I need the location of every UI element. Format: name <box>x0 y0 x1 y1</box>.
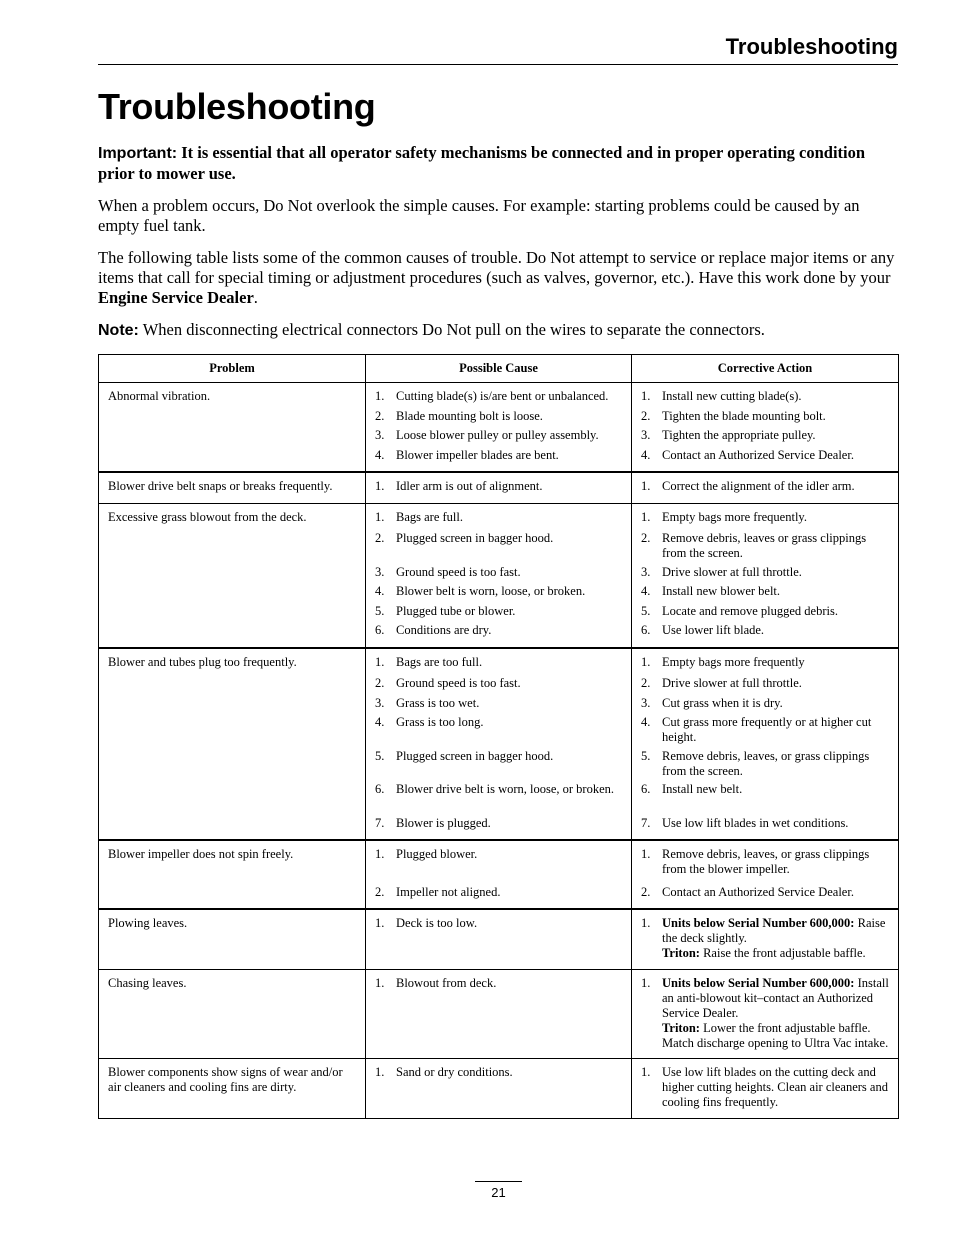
cause-cell <box>366 969 632 1059</box>
item-text: Bags are full. <box>396 509 463 524</box>
item-text: Cut grass more frequently or at higher cut height. <box>662 715 872 744</box>
item-text: Use low lift blades on the cutting deck and higher cutting heights. Clean air cleaners and cooling fins frequently. <box>662 1065 888 1109</box>
list-item <box>641 604 890 620</box>
item-text: Use low lift blades in wet conditions. <box>662 815 849 830</box>
list-item <box>641 565 890 581</box>
table-row <box>99 503 899 648</box>
item-text: Idler arm is out of alignment. <box>396 479 543 493</box>
page-title: Troubleshooting <box>98 86 376 127</box>
item-number: 1. <box>641 509 651 524</box>
item-number: 1. <box>641 389 651 403</box>
item-number: 1. <box>641 916 651 930</box>
list-item <box>641 885 890 901</box>
problem-cell: Plowing leaves. <box>99 909 366 969</box>
table-body <box>99 383 899 1119</box>
engine-dealer-text: Engine Service Dealer <box>98 288 254 307</box>
item-text: Cut grass when it is dry. <box>662 695 783 710</box>
item-number: 1. <box>375 654 385 669</box>
item-text: Contact an Authorized Service Dealer. <box>662 447 854 462</box>
item-text: Loose blower pulley or pulley assembly. <box>396 428 599 442</box>
action-list <box>641 479 890 495</box>
item-text <box>662 916 890 961</box>
item-text: Blower impeller blades are bent. <box>396 447 559 462</box>
item-number: 2. <box>375 676 385 690</box>
item-text: Remove debris, leaves, or grass clippings from the blower impeller. <box>662 847 870 876</box>
list-item <box>375 389 623 405</box>
list-item <box>375 696 623 712</box>
item-text: Install new blower belt. <box>662 584 781 598</box>
cause-cell <box>366 909 632 969</box>
action-cell <box>632 648 899 841</box>
list-item <box>375 623 623 639</box>
intro-paragraph-1: When a problem occurs, Do Not overlook the simple causes. For example: starting problems could be caused by an empty fuel tank. <box>98 196 860 235</box>
item-text: Blade mounting bolt is loose. <box>396 408 543 423</box>
list-item <box>375 510 623 528</box>
list-item <box>641 510 890 528</box>
item-text: Plugged blower. <box>396 847 478 861</box>
triton-action: Raise the front adjustable baffle. <box>699 946 866 960</box>
list-item <box>375 479 623 495</box>
list-item <box>641 916 890 961</box>
item-number: 1. <box>641 975 651 990</box>
item-text: Remove debris, leaves or grass clippings from the screen. <box>662 531 867 560</box>
item-text: Locate and remove plugged debris. <box>662 603 838 618</box>
list-item <box>375 816 623 832</box>
item-text: Blower belt is worn, loose, or broken. <box>396 584 586 598</box>
item-number: 2. <box>641 676 651 690</box>
list-item <box>375 847 623 881</box>
item-number: 2. <box>641 884 651 899</box>
item-text: Blower is plugged. <box>396 815 491 830</box>
item-number: 1. <box>641 479 651 493</box>
cause-cell <box>366 383 632 473</box>
action-cell <box>632 503 899 648</box>
item-number: 3. <box>641 695 651 710</box>
list-item <box>641 696 890 712</box>
cause-list <box>375 655 623 832</box>
item-number: 6. <box>375 623 385 637</box>
troubleshooting-table <box>98 354 899 1119</box>
item-text: Plugged screen in bagger hood. <box>396 748 554 763</box>
intro-paragraph-2-end: . <box>253 288 258 307</box>
item-text: Use lower lift blade. <box>662 623 765 637</box>
cause-cell <box>366 840 632 909</box>
list-item <box>375 976 623 992</box>
item-number: 7. <box>375 815 385 830</box>
list-item <box>641 531 890 561</box>
table-row <box>99 648 899 841</box>
item-text: Deck is too low. <box>396 916 478 930</box>
list-item <box>641 655 890 673</box>
item-number: 1. <box>375 389 385 403</box>
list-item <box>641 584 890 600</box>
list-item <box>641 847 890 881</box>
item-number: 4. <box>641 447 651 462</box>
item-text: Blowout from deck. <box>396 975 497 990</box>
item-text: Ground speed is too fast. <box>396 676 521 690</box>
list-item <box>375 604 623 620</box>
list-item <box>375 676 623 692</box>
item-text: Empty bags more frequently. <box>662 509 807 524</box>
item-number: 1. <box>375 975 385 990</box>
item-number: 2. <box>375 884 385 899</box>
cause-list <box>375 479 623 495</box>
item-text: Blower drive belt is worn, loose, or broken. <box>396 782 615 796</box>
cause-list <box>375 389 623 464</box>
item-text: Impeller not aligned. <box>396 884 501 899</box>
list-item <box>641 715 890 745</box>
item-number: 3. <box>641 564 651 579</box>
problem-cell: Blower impeller does not spin freely. <box>99 840 366 909</box>
table-row <box>99 1059 899 1119</box>
item-number: 1. <box>375 1065 385 1079</box>
intro-paragraph-2-text: The following table lists some of the common causes of trouble. Do Not attempt to service or replace major items or any items that call for special timing or adjustment procedures (such as valves, governor, etc.). Have this work done by your <box>98 248 895 287</box>
triton-label: Triton: <box>662 1020 700 1035</box>
list-item <box>375 428 623 444</box>
action-cell <box>632 840 899 909</box>
item-number: 4. <box>375 715 385 729</box>
item-text: Sand or dry conditions. <box>396 1065 513 1079</box>
problem-cell: Blower components show signs of wear and/or air cleaners and cooling fins are dirty. <box>99 1059 366 1119</box>
cause-list <box>375 976 623 992</box>
cause-cell <box>366 1059 632 1119</box>
item-number: 1. <box>641 654 651 669</box>
action-list <box>641 1065 890 1110</box>
item-text: Remove debris, leaves, or grass clippings from the screen. <box>662 748 870 778</box>
item-text: Empty bags more frequently <box>662 654 805 669</box>
action-list <box>641 655 890 832</box>
important-paragraph <box>98 143 898 184</box>
serial-number-action: Raise the deck slightly. <box>662 916 886 945</box>
item-number: 2. <box>641 531 651 545</box>
table-row <box>99 969 899 1059</box>
running-header-title: Troubleshooting <box>725 34 898 59</box>
triton-action: Lower the front adjustable baffle. Match discharge opening to Ultra Vac intake. <box>662 1020 889 1050</box>
note-label: Note: <box>98 322 139 339</box>
item-number: 7. <box>641 815 651 830</box>
list-item <box>375 1065 623 1081</box>
list-item <box>641 1065 890 1110</box>
action-cell <box>632 472 899 503</box>
action-cell <box>632 1059 899 1119</box>
list-item <box>641 749 890 779</box>
list-item <box>375 782 623 812</box>
item-number: 1. <box>375 916 385 930</box>
item-text: Bags are too full. <box>396 654 483 669</box>
item-number: 6. <box>641 782 651 796</box>
intro-content <box>98 143 898 353</box>
list-item <box>641 782 890 812</box>
item-number: 4. <box>641 715 651 729</box>
list-item <box>641 623 890 639</box>
list-item <box>375 916 623 932</box>
item-number: 5. <box>641 603 651 618</box>
item-text <box>662 976 890 1051</box>
item-text: Tighten the blade mounting bolt. <box>662 408 826 423</box>
list-item <box>641 409 890 425</box>
list-item <box>375 565 623 581</box>
list-item <box>641 428 890 444</box>
item-text: Ground speed is too fast. <box>396 564 521 579</box>
list-item <box>641 448 890 464</box>
action-list <box>641 847 890 901</box>
important-text: It is essential that all operator safety mechanisms be connected and in proper operating condition prior to mower use. <box>98 143 866 183</box>
serial-number-action: Install an anti-blowout kit–contact an Authorized Service Dealer. <box>662 975 889 1020</box>
item-number: 4. <box>375 447 385 462</box>
list-item <box>375 409 623 425</box>
table-row <box>99 909 899 969</box>
page-number-rule <box>475 1181 522 1182</box>
item-text: Conditions are dry. <box>396 623 492 637</box>
table-row <box>99 840 899 909</box>
item-number: 6. <box>641 623 651 637</box>
cause-list <box>375 1065 623 1081</box>
item-number: 3. <box>641 428 651 442</box>
item-text: Install new cutting blade(s). <box>662 389 802 403</box>
cause-cell <box>366 472 632 503</box>
item-number: 2. <box>375 531 385 545</box>
cause-cell <box>366 648 632 841</box>
list-item <box>641 976 890 1051</box>
item-text: Drive slower at full throttle. <box>662 564 802 579</box>
item-text: Drive slower at full throttle. <box>662 676 802 690</box>
item-number: 5. <box>375 603 385 618</box>
list-item <box>375 655 623 673</box>
item-text: Contact an Authorized Service Dealer. <box>662 884 854 899</box>
list-item <box>641 676 890 692</box>
serial-number-label: Units below Serial Number 600,000: <box>662 916 855 930</box>
item-text: Tighten the appropriate pulley. <box>662 428 816 442</box>
header-possible-cause: Possible Cause <box>366 355 632 383</box>
cause-list <box>375 916 623 932</box>
table-header-row <box>99 355 899 383</box>
item-number: 5. <box>641 748 651 763</box>
header-corrective-action: Corrective Action <box>632 355 899 383</box>
action-list <box>641 389 890 464</box>
action-cell <box>632 909 899 969</box>
item-number: 1. <box>375 847 385 861</box>
item-text: Cutting blade(s) is/are bent or unbalanced. <box>396 389 609 403</box>
item-number: 1. <box>641 847 651 861</box>
note-paragraph <box>98 320 898 341</box>
action-list <box>641 510 890 640</box>
item-text: Grass is too long. <box>396 715 484 729</box>
action-list <box>641 976 890 1051</box>
item-number: 4. <box>641 584 651 598</box>
item-text: Plugged tube or blower. <box>396 603 516 618</box>
serial-number-label: Units below Serial Number 600,000: <box>662 975 855 990</box>
triton-label: Triton: <box>662 946 700 960</box>
item-number: 3. <box>375 564 385 579</box>
problem-cell: Blower and tubes plug too frequently. <box>99 648 366 841</box>
item-number: 1. <box>641 1065 651 1079</box>
item-number: 5. <box>375 748 385 763</box>
item-number: 4. <box>375 584 385 598</box>
action-cell <box>632 383 899 473</box>
item-text: Correct the alignment of the idler arm. <box>662 479 855 493</box>
problem-cell: Chasing leaves. <box>99 969 366 1059</box>
item-number: 6. <box>375 782 385 796</box>
cause-cell <box>366 503 632 648</box>
item-text: Plugged screen in bagger hood. <box>396 531 554 545</box>
action-list <box>641 916 890 961</box>
item-text: Grass is too wet. <box>396 695 480 710</box>
list-item <box>641 816 890 832</box>
cause-list <box>375 510 623 640</box>
item-text: Install new belt. <box>662 782 743 796</box>
item-number: 1. <box>375 479 385 493</box>
header-problem: Problem <box>99 355 366 383</box>
table-row <box>99 383 899 473</box>
header-rule <box>98 64 898 65</box>
list-item <box>375 715 623 745</box>
item-number: 2. <box>641 408 651 423</box>
list-item <box>375 531 623 561</box>
item-number: 3. <box>375 428 385 442</box>
item-number: 2. <box>375 408 385 423</box>
list-item <box>641 479 890 495</box>
intro-paragraph-2 <box>98 248 898 308</box>
item-number: 3. <box>375 695 385 710</box>
action-cell <box>632 969 899 1059</box>
problem-cell: Abnormal vibration. <box>99 383 366 473</box>
item-number: 1. <box>375 509 385 524</box>
list-item <box>375 749 623 779</box>
cause-list <box>375 847 623 901</box>
table-row <box>99 472 899 503</box>
problem-cell: Excessive grass blowout from the deck. <box>99 503 366 648</box>
note-text: When disconnecting electrical connectors Do Not pull on the wires to separate the connectors. <box>142 320 765 339</box>
problem-cell: Blower drive belt snaps or breaks frequently. <box>99 472 366 503</box>
list-item <box>375 448 623 464</box>
page-number: 21 <box>491 1185 506 1200</box>
important-label: Important: <box>98 145 178 162</box>
list-item <box>641 389 890 405</box>
list-item <box>375 885 623 901</box>
list-item <box>375 584 623 600</box>
